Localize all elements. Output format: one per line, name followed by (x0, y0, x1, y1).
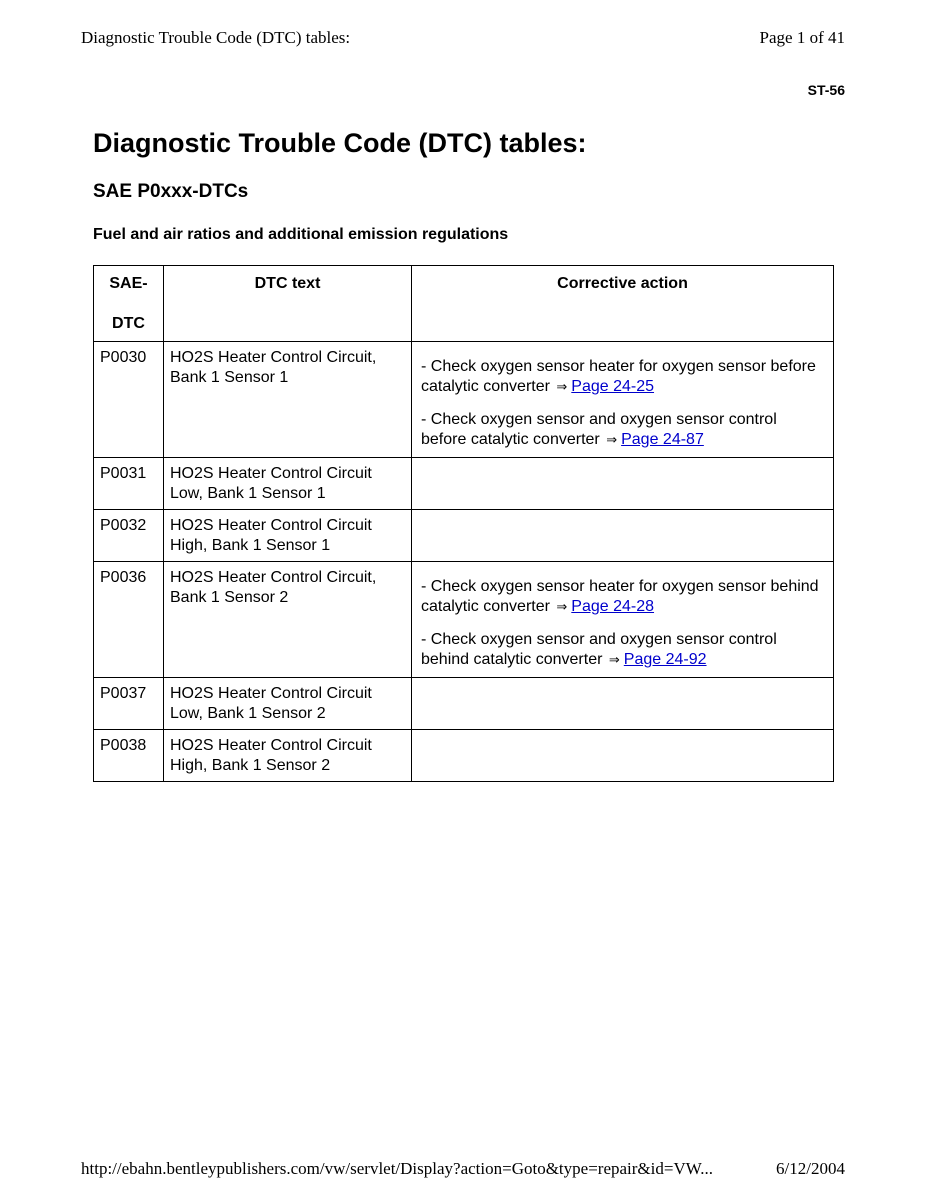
corrective-action-text: - Check oxygen sensor heater for oxygen sensor behind catalytic converter (421, 578, 819, 615)
corrective-action-cell (412, 342, 834, 458)
corrective-action-cell (412, 562, 834, 678)
corrective-action-item (421, 630, 824, 671)
document-code: ST-56 (807, 82, 845, 98)
table-row (94, 678, 834, 730)
dtc-text-cell: HO2S Heater Control Circuit Low, Bank 1 Sensor 2 (164, 678, 412, 730)
arrow-right-icon: ⇒ (556, 380, 568, 395)
dtc-text-cell: HO2S Heater Control Circuit, Bank 1 Sensor 1 (164, 342, 412, 458)
page-reference-link[interactable]: Page 24-25 (571, 378, 655, 395)
dtc-code-cell: P0036 (94, 562, 164, 678)
corrective-action-item (421, 410, 824, 451)
footer-url: http://ebahn.bentleypublishers.com/vw/servlet/Display?action=Goto&type=repair&id=VW... (81, 1159, 713, 1178)
table-row (94, 562, 834, 678)
corrective-action-text: - Check oxygen sensor and oxygen sensor control behind catalytic converter (421, 631, 777, 668)
corrective-action-cell (412, 458, 834, 510)
page-title: Diagnostic Trouble Code (DTC) tables: (93, 128, 587, 158)
corrective-action-text: - Check oxygen sensor heater for oxygen sensor before catalytic converter (421, 358, 816, 395)
corrective-action-cell (412, 510, 834, 562)
column-header-dtc (94, 266, 164, 342)
corrective-action-cell (412, 730, 834, 782)
dtc-text-cell: HO2S Heater Control Circuit Low, Bank 1 Sensor 1 (164, 458, 412, 510)
table-row (94, 342, 834, 458)
table-row (94, 730, 834, 782)
column-header-dtc-line1: SAE- (109, 275, 148, 292)
dtc-code-cell: P0031 (94, 458, 164, 510)
arrow-right-icon: ⇒ (608, 653, 620, 668)
corrective-action-item (421, 357, 824, 398)
dtc-text-cell: HO2S Heater Control Circuit, Bank 1 Sensor 2 (164, 562, 412, 678)
dtc-code-cell: P0038 (94, 730, 164, 782)
column-header-dtc-line2: DTC (112, 315, 145, 332)
footer-date: 6/12/2004 (776, 1159, 845, 1178)
dtc-code-cell: P0032 (94, 510, 164, 562)
page-reference-link[interactable]: Page 24-87 (621, 431, 704, 448)
corrective-action-item (421, 577, 824, 618)
dtc-table (93, 265, 834, 782)
page-reference-link[interactable]: Page 24-92 (623, 651, 707, 668)
corrective-action-cell (412, 678, 834, 730)
page-header-title: Diagnostic Trouble Code (DTC) tables: (81, 28, 351, 47)
dtc-text-cell: HO2S Heater Control Circuit High, Bank 1 Sensor 1 (164, 510, 412, 562)
page-subtitle: SAE P0xxx-DTCs (93, 181, 249, 202)
dtc-code-cell: P0037 (94, 678, 164, 730)
table-row (94, 458, 834, 510)
column-header-dtc-text: DTC text (164, 266, 412, 342)
corrective-action-text: - Check oxygen sensor and oxygen sensor control before catalytic converter (421, 411, 777, 448)
dtc-text-cell: HO2S Heater Control Circuit High, Bank 1 Sensor 2 (164, 730, 412, 782)
arrow-right-icon: ⇒ (606, 433, 618, 448)
dtc-code-cell: P0030 (94, 342, 164, 458)
page-number: Page 1 of 41 (759, 28, 845, 47)
section-heading: Fuel and air ratios and additional emission regulations (93, 226, 509, 243)
arrow-right-icon: ⇒ (556, 600, 568, 615)
page-reference-link[interactable]: Page 24-28 (571, 598, 655, 615)
table-row (94, 510, 834, 562)
table-header-row (94, 266, 834, 342)
column-header-corrective-action: Corrective action (412, 266, 834, 342)
